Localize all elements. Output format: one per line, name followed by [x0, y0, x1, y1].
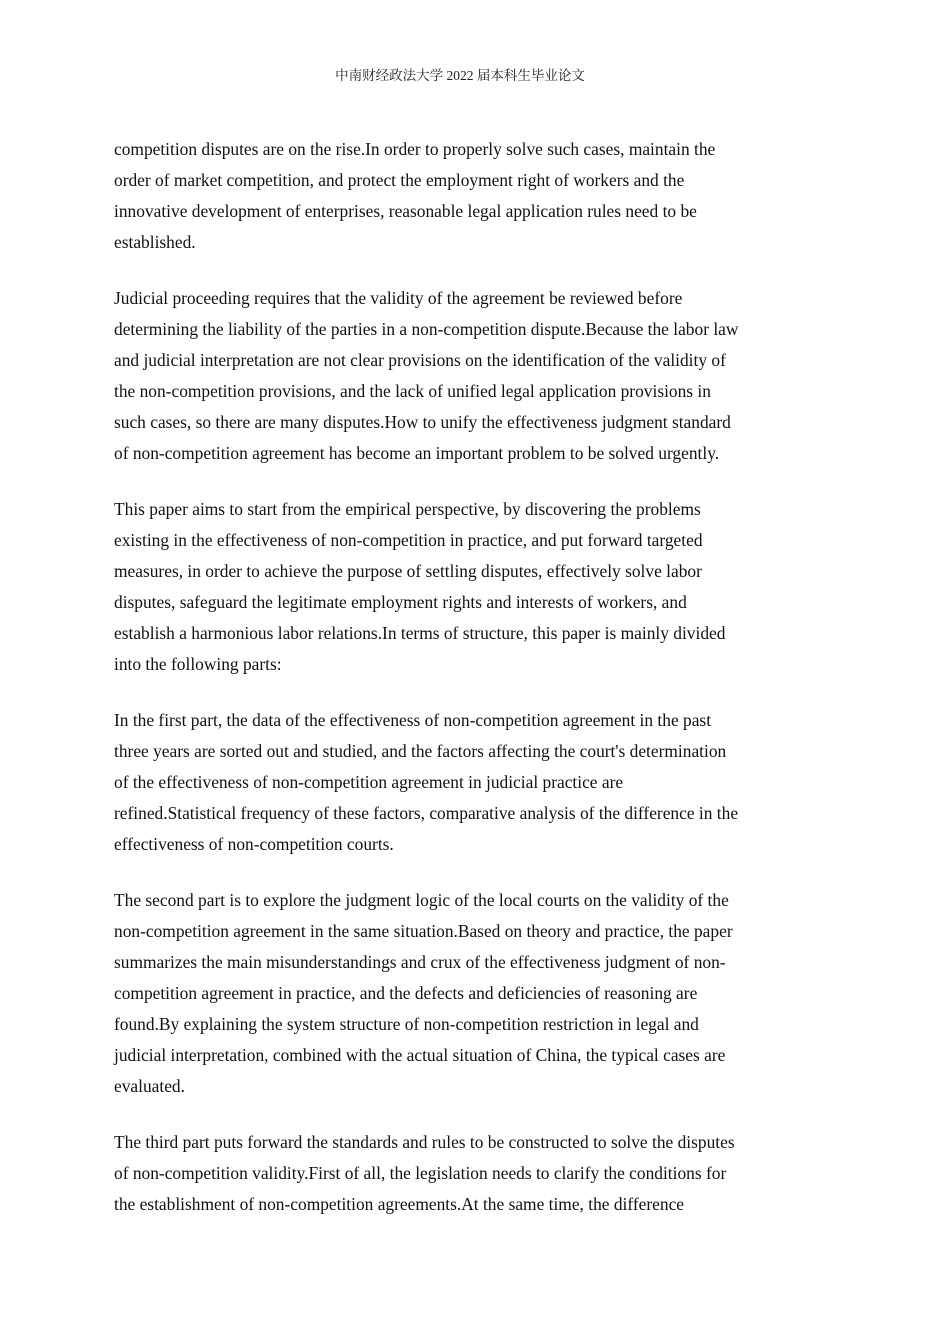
- text-line: competition disputes are on the rise.In order to properly solve such cases, maintain the: [114, 139, 716, 159]
- text-line: of non-competition agreement has become an important problem to be solved urgently.: [114, 443, 720, 463]
- paragraph-4: [114, 705, 810, 860]
- paragraph-1: [114, 134, 810, 258]
- text-line: the non-competition provisions, and the lack of unified legal application provisions in: [114, 381, 711, 401]
- text-line: and judicial interpretation are not clear provisions on the identification of the validity of: [114, 350, 726, 370]
- text-line: determining the liability of the parties in a non-competition dispute.Because the labor law: [114, 319, 739, 339]
- text-line: three years are sorted out and studied, and the factors affecting the court's determination: [114, 741, 727, 761]
- text-line: the establishment of non-competition agreements.At the same time, the difference: [114, 1194, 685, 1214]
- text-line: of non-competition validity.First of all, the legislation needs to clarify the conditions for: [114, 1163, 727, 1183]
- running-header: 中南财经政法大学 2022 届本科生毕业论文: [335, 68, 585, 83]
- text-line: order of market competition, and protect the employment right of workers and the: [114, 170, 685, 190]
- paragraph-6: [114, 1127, 810, 1220]
- text-line: summarizes the main misunderstandings and crux of the effectiveness judgment of non-: [114, 952, 726, 972]
- text-line: non-competition agreement in the same situation.Based on theory and practice, the paper: [114, 921, 733, 941]
- text-line: This paper aims to start from the empirical perspective, by discovering the problems: [114, 499, 701, 519]
- text-line: established.: [114, 232, 196, 252]
- text-line: establish a harmonious labor relations.In terms of structure, this paper is mainly divided: [114, 623, 726, 643]
- paragraph-2: [114, 283, 810, 469]
- body-text: [114, 134, 810, 1245]
- text-line: disputes, safeguard the legitimate employment rights and interests of workers, and: [114, 592, 687, 612]
- text-line: existing in the effectiveness of non-competition in practice, and put forward targeted: [114, 530, 703, 550]
- text-line: refined.Statistical frequency of these factors, comparative analysis of the difference in the: [114, 803, 739, 823]
- text-line: found.By explaining the system structure of non-competition restriction in legal and: [114, 1014, 699, 1034]
- paragraph-3: [114, 494, 810, 680]
- text-line: Judicial proceeding requires that the validity of the agreement be reviewed before: [114, 288, 683, 308]
- text-line: The second part is to explore the judgment logic of the local courts on the validity of the: [114, 890, 729, 910]
- text-line: effectiveness of non-competition courts.: [114, 834, 394, 854]
- paragraph-5: [114, 885, 810, 1102]
- text-line: measures, in order to achieve the purpose of settling disputes, effectively solve labor: [114, 561, 702, 581]
- text-line: judicial interpretation, combined with the actual situation of China, the typical cases are: [114, 1045, 726, 1065]
- text-line: In the first part, the data of the effectiveness of non-competition agreement in the past: [114, 710, 712, 730]
- text-line: innovative development of enterprises, reasonable legal application rules need to be: [114, 201, 697, 221]
- text-line: evaluated.: [114, 1076, 185, 1096]
- text-line: into the following parts:: [114, 654, 282, 674]
- text-line: of the effectiveness of non-competition agreement in judicial practice are: [114, 772, 624, 792]
- text-line: The third part puts forward the standards and rules to be constructed to solve the disputes: [114, 1132, 735, 1152]
- text-line: competition agreement in practice, and the defects and deficiencies of reasoning are: [114, 983, 698, 1003]
- text-line: such cases, so there are many disputes.How to unify the effectiveness judgment standard: [114, 412, 731, 432]
